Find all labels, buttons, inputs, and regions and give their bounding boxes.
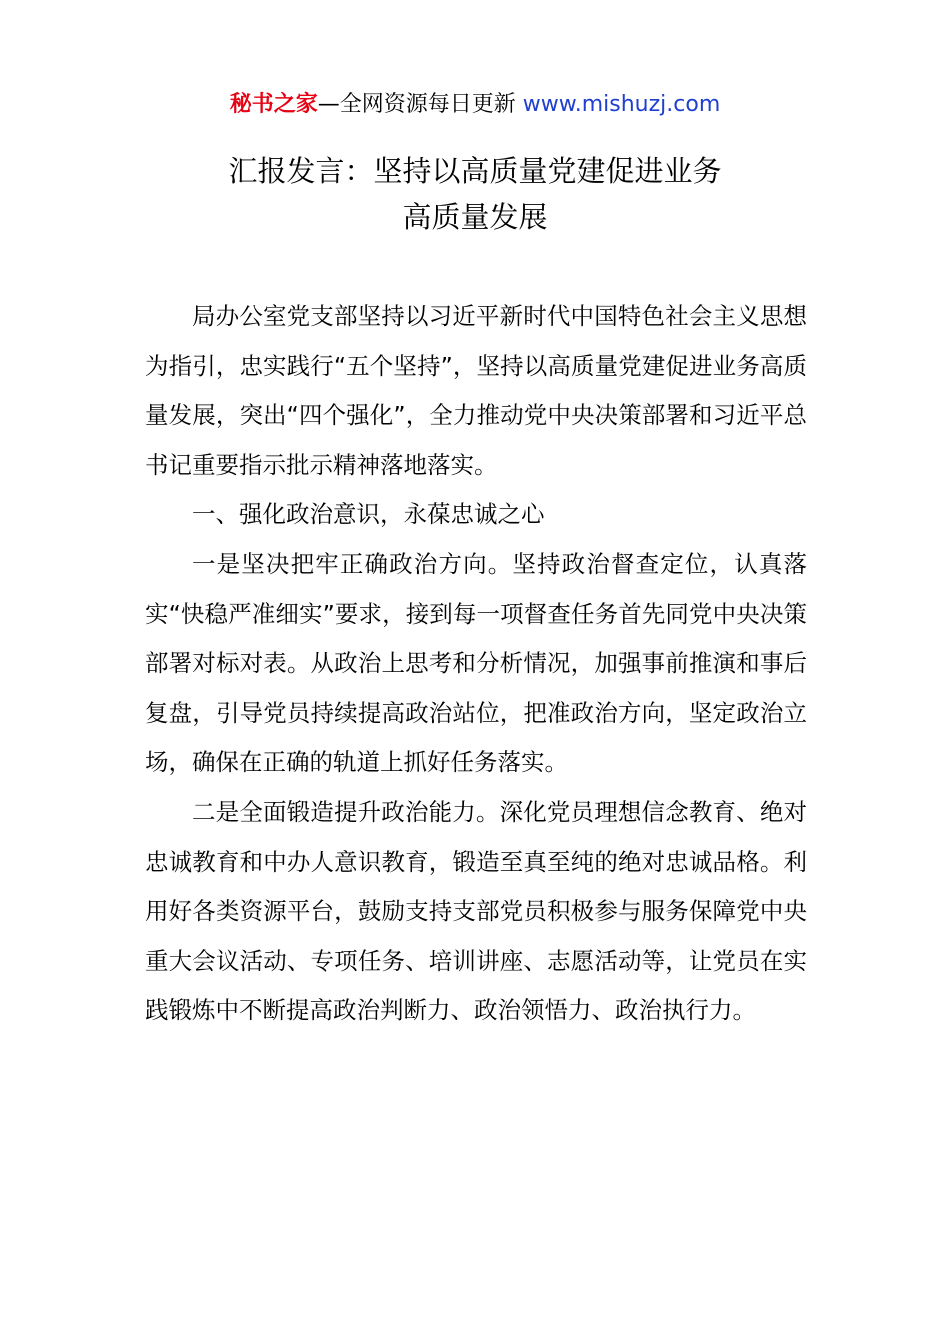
document-title [0, 148, 950, 240]
section-heading: 一、强化政治意识，永葆忠诚之心 [192, 500, 545, 529]
body-paragraph: 一是坚决把牢正确政治方向。坚持政治督查定位，认真落实“快稳严准细实”要求，接到每一项督查任务首先同党中央决策部署对标对表。从政治上思考和分析情况，加强事前推演和事后复盘，引导党员持续提高政治站位，把准政治方向，坚定政治立场，确保在正确的轨道上抓好任务落实。 [145, 549, 807, 777]
site-banner [0, 88, 950, 122]
title-line-1: 汇报发言：坚持以高质量党建促进业务 [228, 154, 722, 188]
brand-name: 秘书之家 [229, 92, 318, 117]
document-body [145, 292, 807, 1036]
title-line-2: 高质量发展 [402, 200, 548, 234]
site-url-link[interactable]: www.mishuzj.com [522, 92, 721, 117]
intro-paragraph: 局办公室党支部坚持以习近平新时代中国特色社会主义思想为指引，忠实践行“五个坚持”，坚持以高质量党建促进业务高质量发展，突出“四个强化”，全力推动党中央决策部署和习近平总书记重要指示批示精神落地落实。 [145, 302, 807, 479]
body-paragraph: 二是全面锻造提升政治能力。深化党员理想信念教育、绝对忠诚教育和中办人意识教育，锻造至真至纯的绝对忠诚品格。利用好各类资源平台，鼓励支持支部党员积极参与服务保障党中央重大会议活动、专项任务、培训讲座、志愿活动等，让党员在实践锻炼中不断提高政治判断力、政治领悟力、政治执行力。 [145, 797, 807, 1025]
banner-tagline: —全网资源每日更新 [317, 92, 523, 117]
